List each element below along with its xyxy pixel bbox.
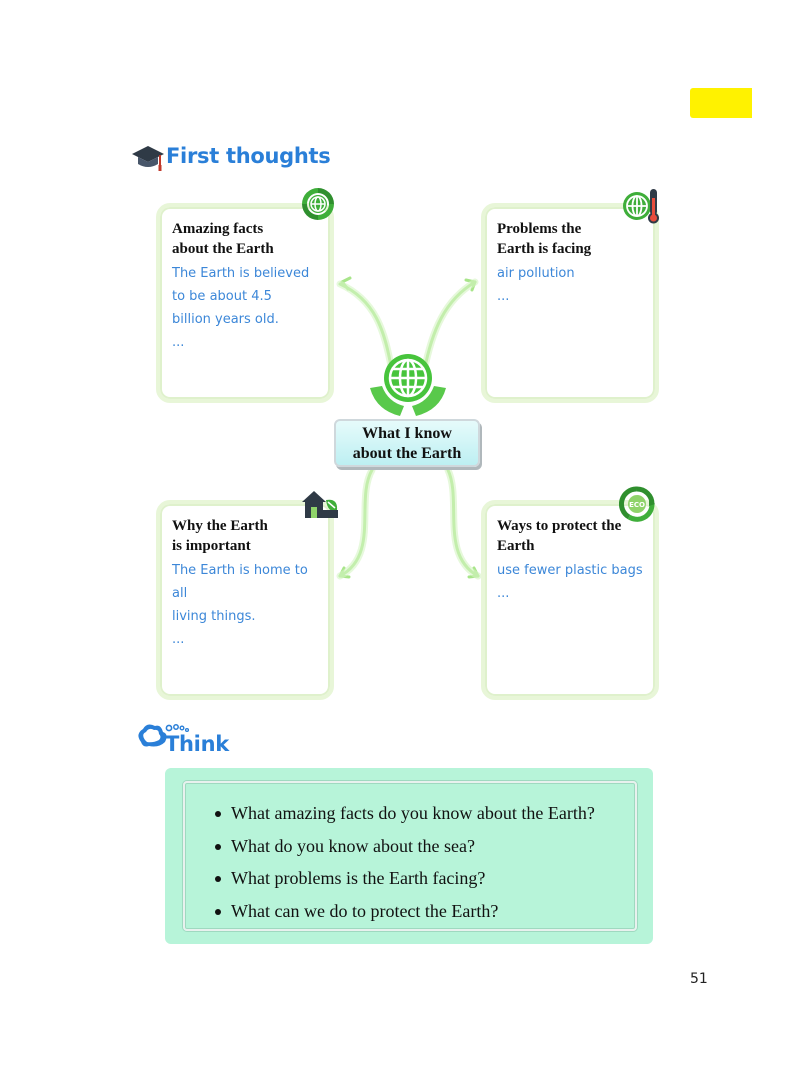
card-heading: Problems the Earth is facing (497, 221, 592, 257)
think-question: What problems is the Earth facing? (213, 862, 635, 895)
card-answer: The Earth is believed to be about 4.5 billion years old. ... (172, 266, 310, 350)
mindmap-center: What I know about the Earth (334, 419, 480, 467)
think-panel (165, 768, 653, 944)
card-answer: The Earth is home to all living things. ... (172, 563, 308, 647)
card-answer: use fewer plastic bags ... (497, 563, 643, 601)
graduation-cap-icon (130, 142, 166, 174)
card-answer: air pollution ... (497, 266, 575, 304)
first-thoughts-title: First thoughts (166, 144, 331, 168)
card-why-important (156, 500, 334, 700)
think-question-list (213, 797, 635, 927)
globe-hands-icon (368, 350, 448, 420)
card-amazing-facts (156, 203, 334, 403)
think-question: What amazing facts do you know about the Earth? (213, 797, 635, 830)
think-title: Think (165, 732, 229, 756)
think-question-box (183, 781, 637, 931)
eco-house-icon (300, 488, 340, 520)
card-ways-protect (481, 500, 659, 700)
globe-thermometer-icon (622, 186, 660, 226)
card-heading: Ways to protect the Earth (497, 518, 622, 554)
page-number: 51 (690, 971, 708, 987)
think-question: What do you know about the sea? (213, 830, 635, 863)
page-tab-marker (690, 88, 752, 118)
card-heading: Amazing facts about the Earth (172, 221, 274, 257)
eco-recycle-icon (619, 486, 655, 522)
globe-recycle-icon (300, 186, 336, 222)
think-question: What can we do to protect the Earth? (213, 895, 635, 928)
card-problems (481, 203, 659, 403)
card-heading: Why the Earth is important (172, 518, 268, 554)
svg-text:ECO: ECO (629, 501, 645, 509)
